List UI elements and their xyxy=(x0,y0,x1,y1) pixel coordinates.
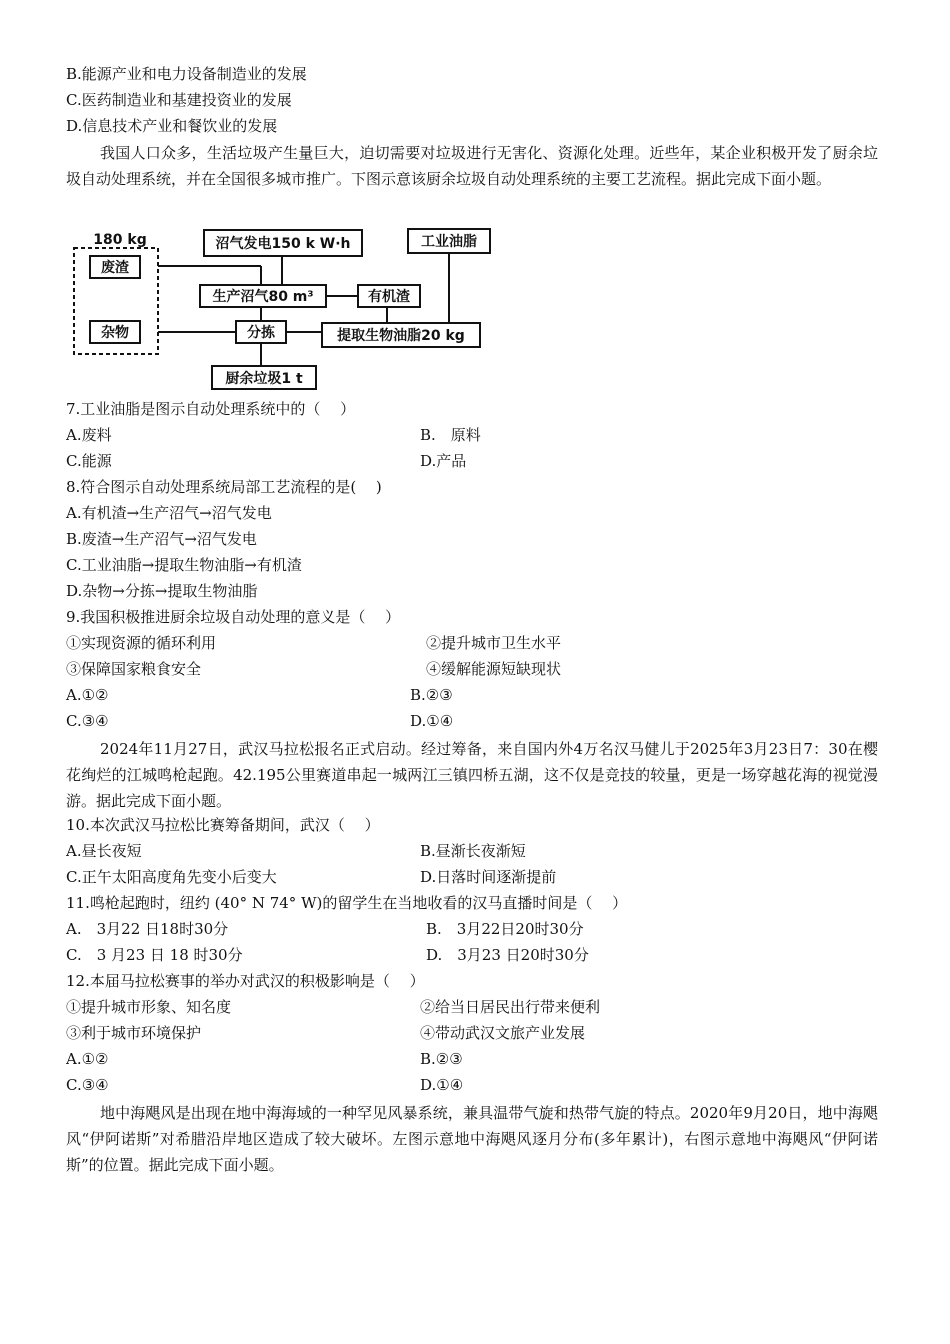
waste-residue-label: 废渣 xyxy=(101,260,129,276)
q11-stem: 11.鸣枪起跑时，纽约 (40° N 74° W)的留学生在当地收看的汉马直播时间是（ ） xyxy=(66,894,628,912)
q9-statement-3: ③保障国家粮食安全 xyxy=(66,660,202,678)
q8-option-b: B.废渣→生产沼气→沼气发电 xyxy=(66,530,257,548)
biogas-power-label: 沼气发电150 k W·h xyxy=(215,236,351,252)
intro-paragraph-medicane: 地中海飓风是出现在地中海海域的一种罕见风暴系统，兼具温带气旋和热带气旋的特点。2020年9月20日，地中海飓风“伊阿诺斯”对希腊沿岸地区造成了较大破坏。左图示意地中海飓风逐月分布(多年累计)，右图示意地中海飓风“伊阿诺斯”的位置。据此完成下面小题。 xyxy=(66,1104,878,1174)
group-weight-label: 180 kg xyxy=(93,232,147,248)
q12-option-d: D.①④ xyxy=(420,1076,464,1094)
q12-stem: 12.本届马拉松赛事的举办对武汉的积极影响是（ ） xyxy=(66,972,425,990)
q12-option-c: C.③④ xyxy=(66,1076,109,1094)
q9-stem: 9.我国积极推进厨余垃圾自动处理的意义是（ ） xyxy=(66,608,401,626)
q8-option-a: A.有机渣→生产沼气→沼气发电 xyxy=(66,504,272,522)
q12-statement-1: ①提升城市形象、知名度 xyxy=(66,998,232,1016)
intro-paragraph-food-waste: 我国人口众多，生活垃圾产生量巨大，迫切需要对垃圾进行无害化、资源化处理。近些年，某企业积极开发了厨余垃圾自动处理系统，并在全国很多城市推广。下图示意该厨余垃圾自动处理系统的主要工艺流程。据此完成下面小题。 xyxy=(66,144,878,188)
q10-option-d: D.日落时间逐渐提前 xyxy=(420,868,557,886)
sundries-label: 杂物 xyxy=(101,325,129,341)
q9-option-b: B.②③ xyxy=(410,686,453,704)
q7-option-a: A.废料 xyxy=(66,426,112,444)
q10-stem: 10.本次武汉马拉松比赛筹备期间，武汉（ ） xyxy=(66,816,380,834)
q11-option-b: B. 3月22日20时30分 xyxy=(426,920,584,938)
q6-option-c: C.医药制造业和基建投资业的发展 xyxy=(66,91,292,109)
q11-option-a: A. 3月22 日18时30分 xyxy=(66,920,229,938)
kitchen-waste-label: 厨余垃圾1 t xyxy=(225,371,303,387)
biogas-production-label: 生产沼气80 m³ xyxy=(212,289,314,305)
q9-statement-4: ④缓解能源短缺现状 xyxy=(426,660,562,678)
q12-statement-3: ③利于城市环境保护 xyxy=(66,1024,202,1042)
intro-paragraph-marathon: 2024年11月27日，武汉马拉松报名正式启动。经过筹备，来自国内外4万名汉马健儿于2025年3月23日7：30在樱花绚烂的江城鸣枪起跑。42.195公里赛道串起一城两江三镇四桥五湖，这不仅是竞技的较量，更是一场穿越花海的视觉漫游。据此完成下面小题。 xyxy=(66,740,878,810)
q10-option-c: C.正午太阳高度角先变小后变大 xyxy=(66,868,277,886)
q8-stem: 8.符合图示自动处理系统局部工艺流程的是( ) xyxy=(66,478,382,496)
q6-option-b: B.能源产业和电力设备制造业的发展 xyxy=(66,65,307,83)
q7-option-c: C.能源 xyxy=(66,452,112,470)
q9-option-c: C.③④ xyxy=(66,712,109,730)
q9-statement-2: ②提升城市卫生水平 xyxy=(426,634,562,652)
q12-statement-2: ②给当日居民出行带来便利 xyxy=(420,998,601,1016)
q8-option-d: D.杂物→分拣→提取生物油脂 xyxy=(66,582,258,600)
food-waste-flow-diagram xyxy=(60,222,500,392)
industrial-oil-label: 工业油脂 xyxy=(421,234,477,250)
q11-option-d: D. 3月23 日20时30分 xyxy=(426,946,589,964)
q7-option-b: B. 原料 xyxy=(420,426,481,444)
organic-residue-label: 有机渣 xyxy=(368,289,410,305)
q12-option-b: B.②③ xyxy=(420,1050,463,1068)
q9-statement-1: ①实现资源的循环利用 xyxy=(66,634,217,652)
sorting-label: 分拣 xyxy=(247,325,275,341)
q7-stem: 7.工业油脂是图示自动处理系统中的（ ） xyxy=(66,400,356,418)
q10-option-a: A.昼长夜短 xyxy=(66,842,142,860)
q7-option-d: D.产品 xyxy=(420,452,467,470)
q12-statement-4: ④带动武汉文旅产业发展 xyxy=(420,1024,586,1042)
q9-option-a: A.①② xyxy=(66,686,109,704)
q9-option-d: D.①④ xyxy=(410,712,454,730)
q6-option-d: D.信息技术产业和餐饮业的发展 xyxy=(66,117,278,135)
q8-option-c: C.工业油脂→提取生物油脂→有机渣 xyxy=(66,556,302,574)
q11-option-c: C. 3 月23 日 18 时30分 xyxy=(66,946,243,964)
q10-option-b: B.昼渐长夜渐短 xyxy=(420,842,526,860)
q12-option-a: A.①② xyxy=(66,1050,109,1068)
extract-oil-label: 提取生物油脂20 kg xyxy=(337,328,465,344)
